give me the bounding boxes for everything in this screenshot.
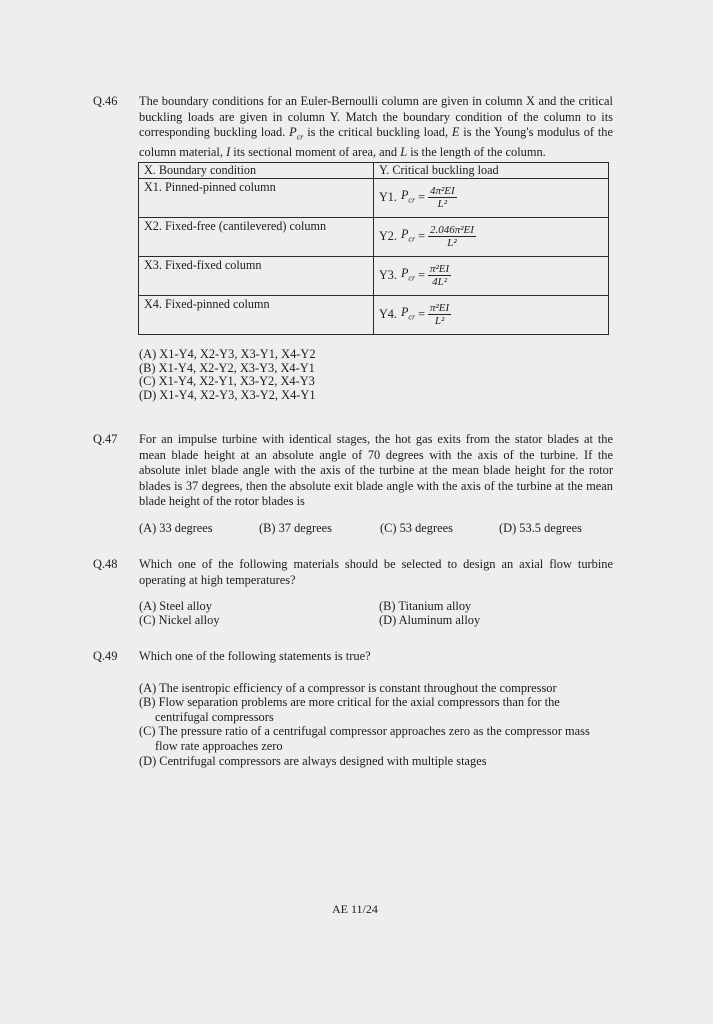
question-number: Q.49	[93, 649, 118, 663]
buckling-load-cell: Y1. $P_{cr}$ = $\frac{\text{4π²EI}}{\text{L²}}$	[374, 178, 609, 217]
option-c[interactable]: (C) 53 degrees	[380, 520, 453, 535]
answer-options	[139, 348, 613, 403]
answer-options	[139, 522, 613, 536]
buckling-load-cell: Y3. $P_{cr}$ = $\frac{\text{π²EI}}{\text{4L²}}$	[374, 256, 609, 295]
option-a[interactable]: (A) 33 degrees	[139, 520, 213, 535]
option-b[interactable]: (B) Flow separation problems are more critical for the axial compressors than for the centrifugal compressors	[139, 695, 560, 724]
table-row	[139, 295, 609, 334]
table-row	[139, 256, 609, 295]
option-d[interactable]: (D) Centrifugal compressors are always designed with multiple stages	[139, 753, 487, 768]
option-c[interactable]: (C) X1-Y4, X2-Y1, X3-Y2, X4-Y3	[139, 374, 315, 389]
column-y-header: Y. Critical buckling load	[374, 162, 609, 178]
option-a[interactable]: (A) Steel alloy	[139, 599, 212, 614]
question-stem: The boundary conditions for an Euler-Bernoulli column are given in column X and the critical buckling loads are given in column Y. Match the boundary condition of the column to its corresponding buckling load. $P_{cr}$ is the critical buckling load, E is the Young's modulus of the column material, I its sectional moment of area, and L is the length of the column.	[139, 94, 614, 160]
question-number: Q.46	[93, 94, 118, 108]
pcr-symbol: $P_{cr}$	[289, 125, 304, 142]
column-x-header: X. Boundary condition	[139, 162, 374, 178]
buckling-load-cell: Y4. $P_{cr}$ = $\frac{\text{π²EI}}{\text{L²}}$	[374, 295, 609, 334]
answer-options	[139, 600, 613, 628]
option-d[interactable]: (D) 53.5 degrees	[499, 520, 582, 535]
table-row	[139, 217, 609, 256]
boundary-condition-cell: X4. Fixed-pinned column	[139, 295, 374, 334]
answer-options	[139, 681, 607, 769]
question-47	[93, 432, 613, 536]
option-d[interactable]: (D) Aluminum alloy	[379, 612, 481, 627]
question-46	[93, 94, 613, 403]
option-b[interactable]: (B) 37 degrees	[259, 520, 332, 535]
option-a[interactable]: (A) The isentropic efficiency of a compressor is constant throughout the compressor	[139, 680, 557, 695]
option-d[interactable]: (D) X1-Y4, X2-Y3, X3-Y2, X4-Y1	[139, 388, 316, 403]
boundary-condition-cell: X3. Fixed-fixed column	[139, 256, 374, 295]
table-row	[139, 178, 609, 217]
boundary-condition-table	[138, 162, 609, 335]
option-c[interactable]: (C) The pressure ratio of a centrifugal compressor approaches zero as the compressor mass flow rate approaches zero	[139, 724, 590, 753]
option-a[interactable]: (A) X1-Y4, X2-Y3, X3-Y1, X4-Y2	[139, 346, 316, 361]
question-48	[93, 557, 613, 628]
question-number: Q.48	[93, 557, 118, 571]
option-b[interactable]: (B) Titanium alloy	[379, 599, 472, 614]
question-49	[93, 649, 613, 768]
page-footer: AE 11/24	[332, 902, 378, 916]
question-number: Q.47	[93, 432, 118, 446]
buckling-load-cell: Y2. $P_{cr}$ = $\frac{\text{2.046π²EI}}{\text{L²}}$	[374, 217, 609, 256]
option-b[interactable]: (B) X1-Y4, X2-Y2, X3-Y3, X4-Y1	[139, 360, 315, 375]
boundary-condition-cell: X2. Fixed-free (cantilevered) column	[139, 217, 374, 256]
question-stem: Which one of the following materials should be selected to design an axial flow turbine operating at high temperatures?	[139, 557, 613, 587]
question-stem: For an impulse turbine with identical stages, the hot gas exits from the stator blades at the mean blade height at an absolute angle of 70 degrees with the axis of the turbine. If the absolute inlet blade angle with the axis of the turbine at the mean blade height for the rotor blades is 37 degrees, then the absolute exit blade angle with the axis of the turbine at the mean blade height of the rotor blades is	[139, 432, 613, 509]
question-stem: Which one of the following statements is true?	[139, 649, 371, 663]
boundary-condition-cell: X1. Pinned-pinned column	[139, 178, 374, 217]
option-c[interactable]: (C) Nickel alloy	[139, 612, 220, 627]
